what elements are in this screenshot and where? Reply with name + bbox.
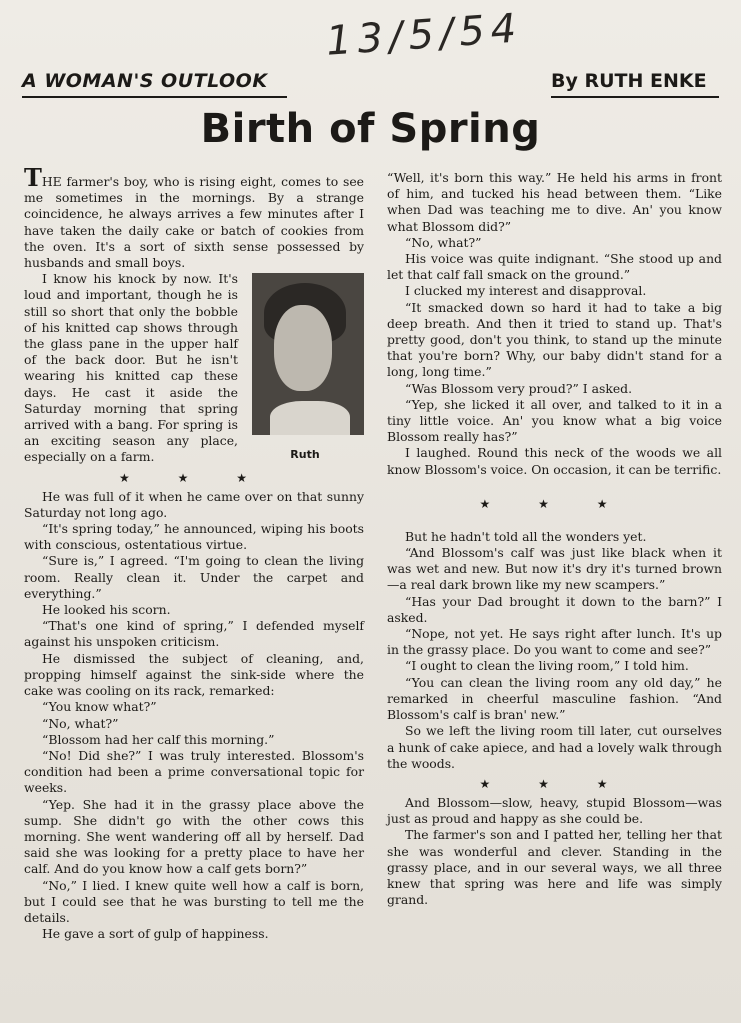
author-photo	[252, 273, 364, 435]
article-paragraph: THE farmer's boy, who is rising eight, comes to see me sometimes in the mornings. By a strange coincidence, he always arrives a few minutes after I have taken the daily cake or batch of cookies from the oven. It's a sort of sixth sense possessed by husbands and small boys.	[24, 163, 364, 271]
article-paragraph: “Yep, she licked it all over, and talked to it in a tiny little voice. An' you know what a big voice Blossom really has?”	[387, 396, 722, 445]
article-paragraph: “No,” I lied. I knew quite well how a calf is born, but I could see that he was bursting to tell me the details.	[24, 877, 364, 925]
headline: Birth of Spring	[200, 106, 541, 152]
article-paragraph: “That's one kind of spring,” I defended myself against his unspoken criticism.	[24, 618, 364, 650]
article-paragraph: But he hadn't told all the wonders yet.	[405, 528, 647, 544]
byline-underline	[551, 96, 719, 98]
article-paragraph: The farmer's son and I patted her, telling her that she was wonderful and clever. Standing in the grassy place, and in our several ways, we all three knew that spring was here and life was simply grand.	[387, 827, 722, 908]
article-paragraph: “Was Blossom very proud?” I asked.	[405, 380, 633, 396]
article-paragraph: I laughed. Round this neck of the woods we all know Blossom's voice. On occasion, it can be terrific.	[387, 445, 722, 477]
column-name-underline	[22, 96, 287, 98]
article-paragraph: He looked his scorn.	[42, 602, 171, 618]
section-separator: ★ ★ ★	[479, 496, 630, 511]
section-separator: ★ ★ ★	[119, 470, 269, 485]
handwritten-date: 13/5/54	[324, 5, 524, 65]
section-separator: ★ ★ ★	[479, 776, 630, 791]
column-name: A WOMAN'S OUTLOOK	[22, 70, 268, 92]
author-photo-box	[246, 273, 364, 463]
article-paragraph: And Blossom—slow, heavy, stupid Blossom—was just as proud and happy as she could be.	[387, 794, 722, 827]
article-column-left	[24, 163, 364, 942]
article-paragraph: “You can clean the living room any old day,” he remarked in cheerful masculine fashion. “And Blossom's calf is bran' new.”	[387, 674, 722, 723]
article-paragraph: He dismissed the subject of cleaning, and, propping himself against the sink-side where the cake was cooling on its rack, remarked:	[24, 650, 364, 699]
byline: By RUTH ENKE	[551, 70, 707, 92]
article-paragraph: “Nope, not yet. He says right after lunch. It's up in the grassy place. Do you want to come and see?”	[387, 626, 722, 658]
article-paragraph: He gave a sort of gulp of happiness.	[42, 926, 269, 942]
article-paragraph: “Has your Dad brought it down to the barn?” I asked.	[387, 593, 722, 625]
article-paragraph: “No, what?”	[405, 234, 482, 250]
article-paragraph: “Well, it's born this way.” He held his arms in front of him, and tucked his head between them. “Like when Dad was teaching me to dive. An' you know what Blossom did?”	[387, 170, 722, 234]
drop-cap: T	[24, 163, 42, 192]
article-paragraph: “And Blossom's calf was just like black when it was wet and new. But now it's dry it's turned brown—a real dark brown like my new scampers.”	[387, 545, 722, 593]
article-paragraph: I clucked my interest and disapproval.	[405, 283, 647, 299]
article-paragraph: So we left the living room till later, cut ourselves a hunk of cake apiece, and had a lovely walk through the woods.	[387, 723, 722, 771]
article-paragraph: He was full of it when he came over on that sunny Saturday not long ago.	[24, 488, 364, 520]
article-paragraph: “I ought to clean the living room,” I told him.	[405, 658, 689, 674]
article-paragraph: His voice was quite indignant. “She stood up and let that calf fall smack on the ground.”	[387, 251, 722, 283]
photo-caption: Ruth	[290, 448, 320, 462]
article-column-right	[387, 170, 722, 908]
article-paragraph: “It smacked down so hard it had to take a big deep breath. And then it tried to stand up. That's pretty good, don't you think, to stand up the minute that you're born? Why, our baby didn't stand for a long, long time.”	[387, 299, 722, 380]
article-paragraph: “No, what?”	[42, 715, 119, 731]
article-paragraph: I know his knock by now. It's loud and important, though he is still so short that only the bobble of his knitted cap shows through the glass pane in the upper half of the back door. But he isn't wearing his knitted cap these days. He cast it aside the Saturday morning that spring arrived with a bang. For spring is an exciting season any place, especially on a farm.	[24, 271, 238, 465]
article-paragraph: “It's spring today,” he announced, wiping his boots with conscious, ostentatious virtue.	[24, 521, 364, 553]
article-paragraph: “Yep. She had it in the grassy place above the sump. She didn't go with the other cows this morning. She went wandering off all by herself. Dad said she was looking for a pretty place to have her calf. And do you know how a calf gets born?”	[24, 796, 364, 877]
article-paragraph: “Blossom had her calf this morning.”	[42, 731, 275, 747]
article-paragraph: “You know what?”	[42, 699, 157, 715]
article-paragraph: “Sure is,” I agreed. “I'm going to clean the living room. Really clean it. Under the carpet and everything.”	[24, 553, 364, 601]
article-paragraph: “No! Did she?” I was truly interested. Blossom's condition had been a prime conversational topic for weeks.	[24, 747, 364, 796]
